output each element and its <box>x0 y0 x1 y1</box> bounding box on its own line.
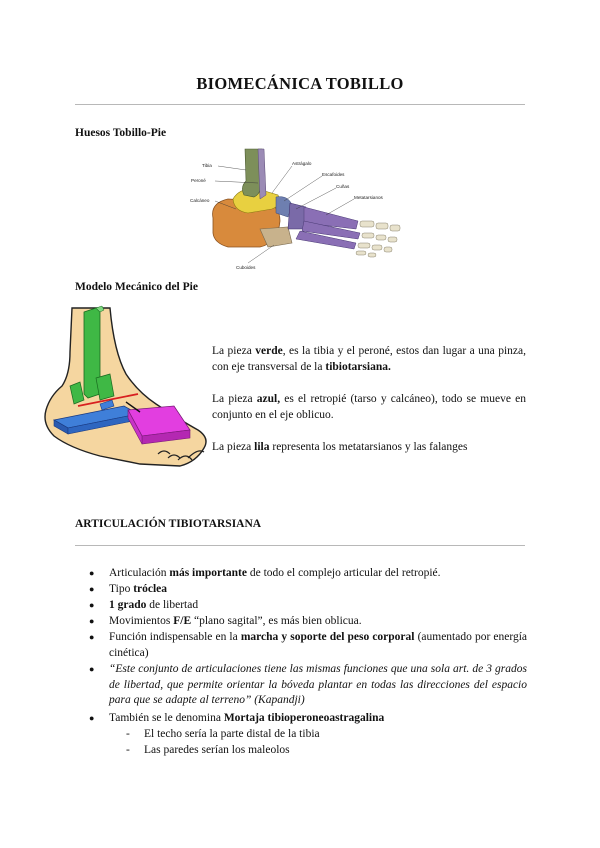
phalanges <box>356 221 400 257</box>
divider <box>75 104 525 105</box>
list-item: ● También se le denomina Mortaja tibioperoneoastragalina <box>89 712 385 724</box>
divider <box>75 545 525 546</box>
list-item: ● Articulación más importante de todo el complejo articular del retropié. <box>89 567 441 579</box>
list-item-quote: ● “Este conjunto de articulaciones tiene las mismas funciones que una sola art. de 3 grados de libertad, que permite orientar la bóveda plantar en todas las direcciones del espacio para que se adapte al terreno” (Kapandji) <box>89 663 527 707</box>
list-item: ● Función indispensable en la marcha y soporte del peso corporal (aumentado por energía cinética) <box>89 631 527 659</box>
page-title: BIOMECÁNICA TOBILLO <box>196 74 404 93</box>
paragraph-lila: La pieza lila representa los metatarsianos y las falanges <box>212 441 468 453</box>
label-calcaneo: Calcáneo <box>190 198 210 203</box>
list-item: ● Movimientos F/E “plano sagital”, es más bien oblicua. <box>89 615 362 627</box>
list-item: ● Tipo tróclea <box>89 583 168 595</box>
list-item: ● 1 grado de libertad <box>89 599 199 611</box>
label-metatarsianos: Metatarsianos <box>354 195 383 200</box>
label-cuboides: Cuboides <box>236 265 256 270</box>
label-escafoides: Escafoides <box>322 172 345 177</box>
label-cunas: Cuñas <box>336 184 350 189</box>
foot-silhouette <box>45 308 206 466</box>
label-tibia: Tibia <box>202 163 212 168</box>
sub-list-item: - Las paredes serían los maleolos <box>126 744 290 756</box>
paragraph-verde: La pieza verde, es la tibia y el peroné, estos dan lugar a una pinza, con eje transversal de la tibiotarsiana. <box>212 345 526 373</box>
section-heading-articulacion: ARTICULACIÓN TIBIOTARSIANA <box>75 518 262 530</box>
paragraph-azul: La pieza azul, es el retropié (tarso y calcáneo), todo se mueve en conjunto en el eje oblicuo. <box>212 393 526 421</box>
foot-bones-illustration <box>188 143 416 277</box>
label-perone: Peroné <box>191 178 206 183</box>
section-heading-huesos: Huesos Tobillo-Pie <box>75 127 167 139</box>
mechanical-foot-model <box>40 302 212 478</box>
sub-list-item: - El techo sería la parte distal de la tibia <box>126 728 320 740</box>
section-heading-modelo: Modelo Mecánico del Pie <box>75 281 198 293</box>
label-astragalo: Astrágalo <box>292 161 312 166</box>
